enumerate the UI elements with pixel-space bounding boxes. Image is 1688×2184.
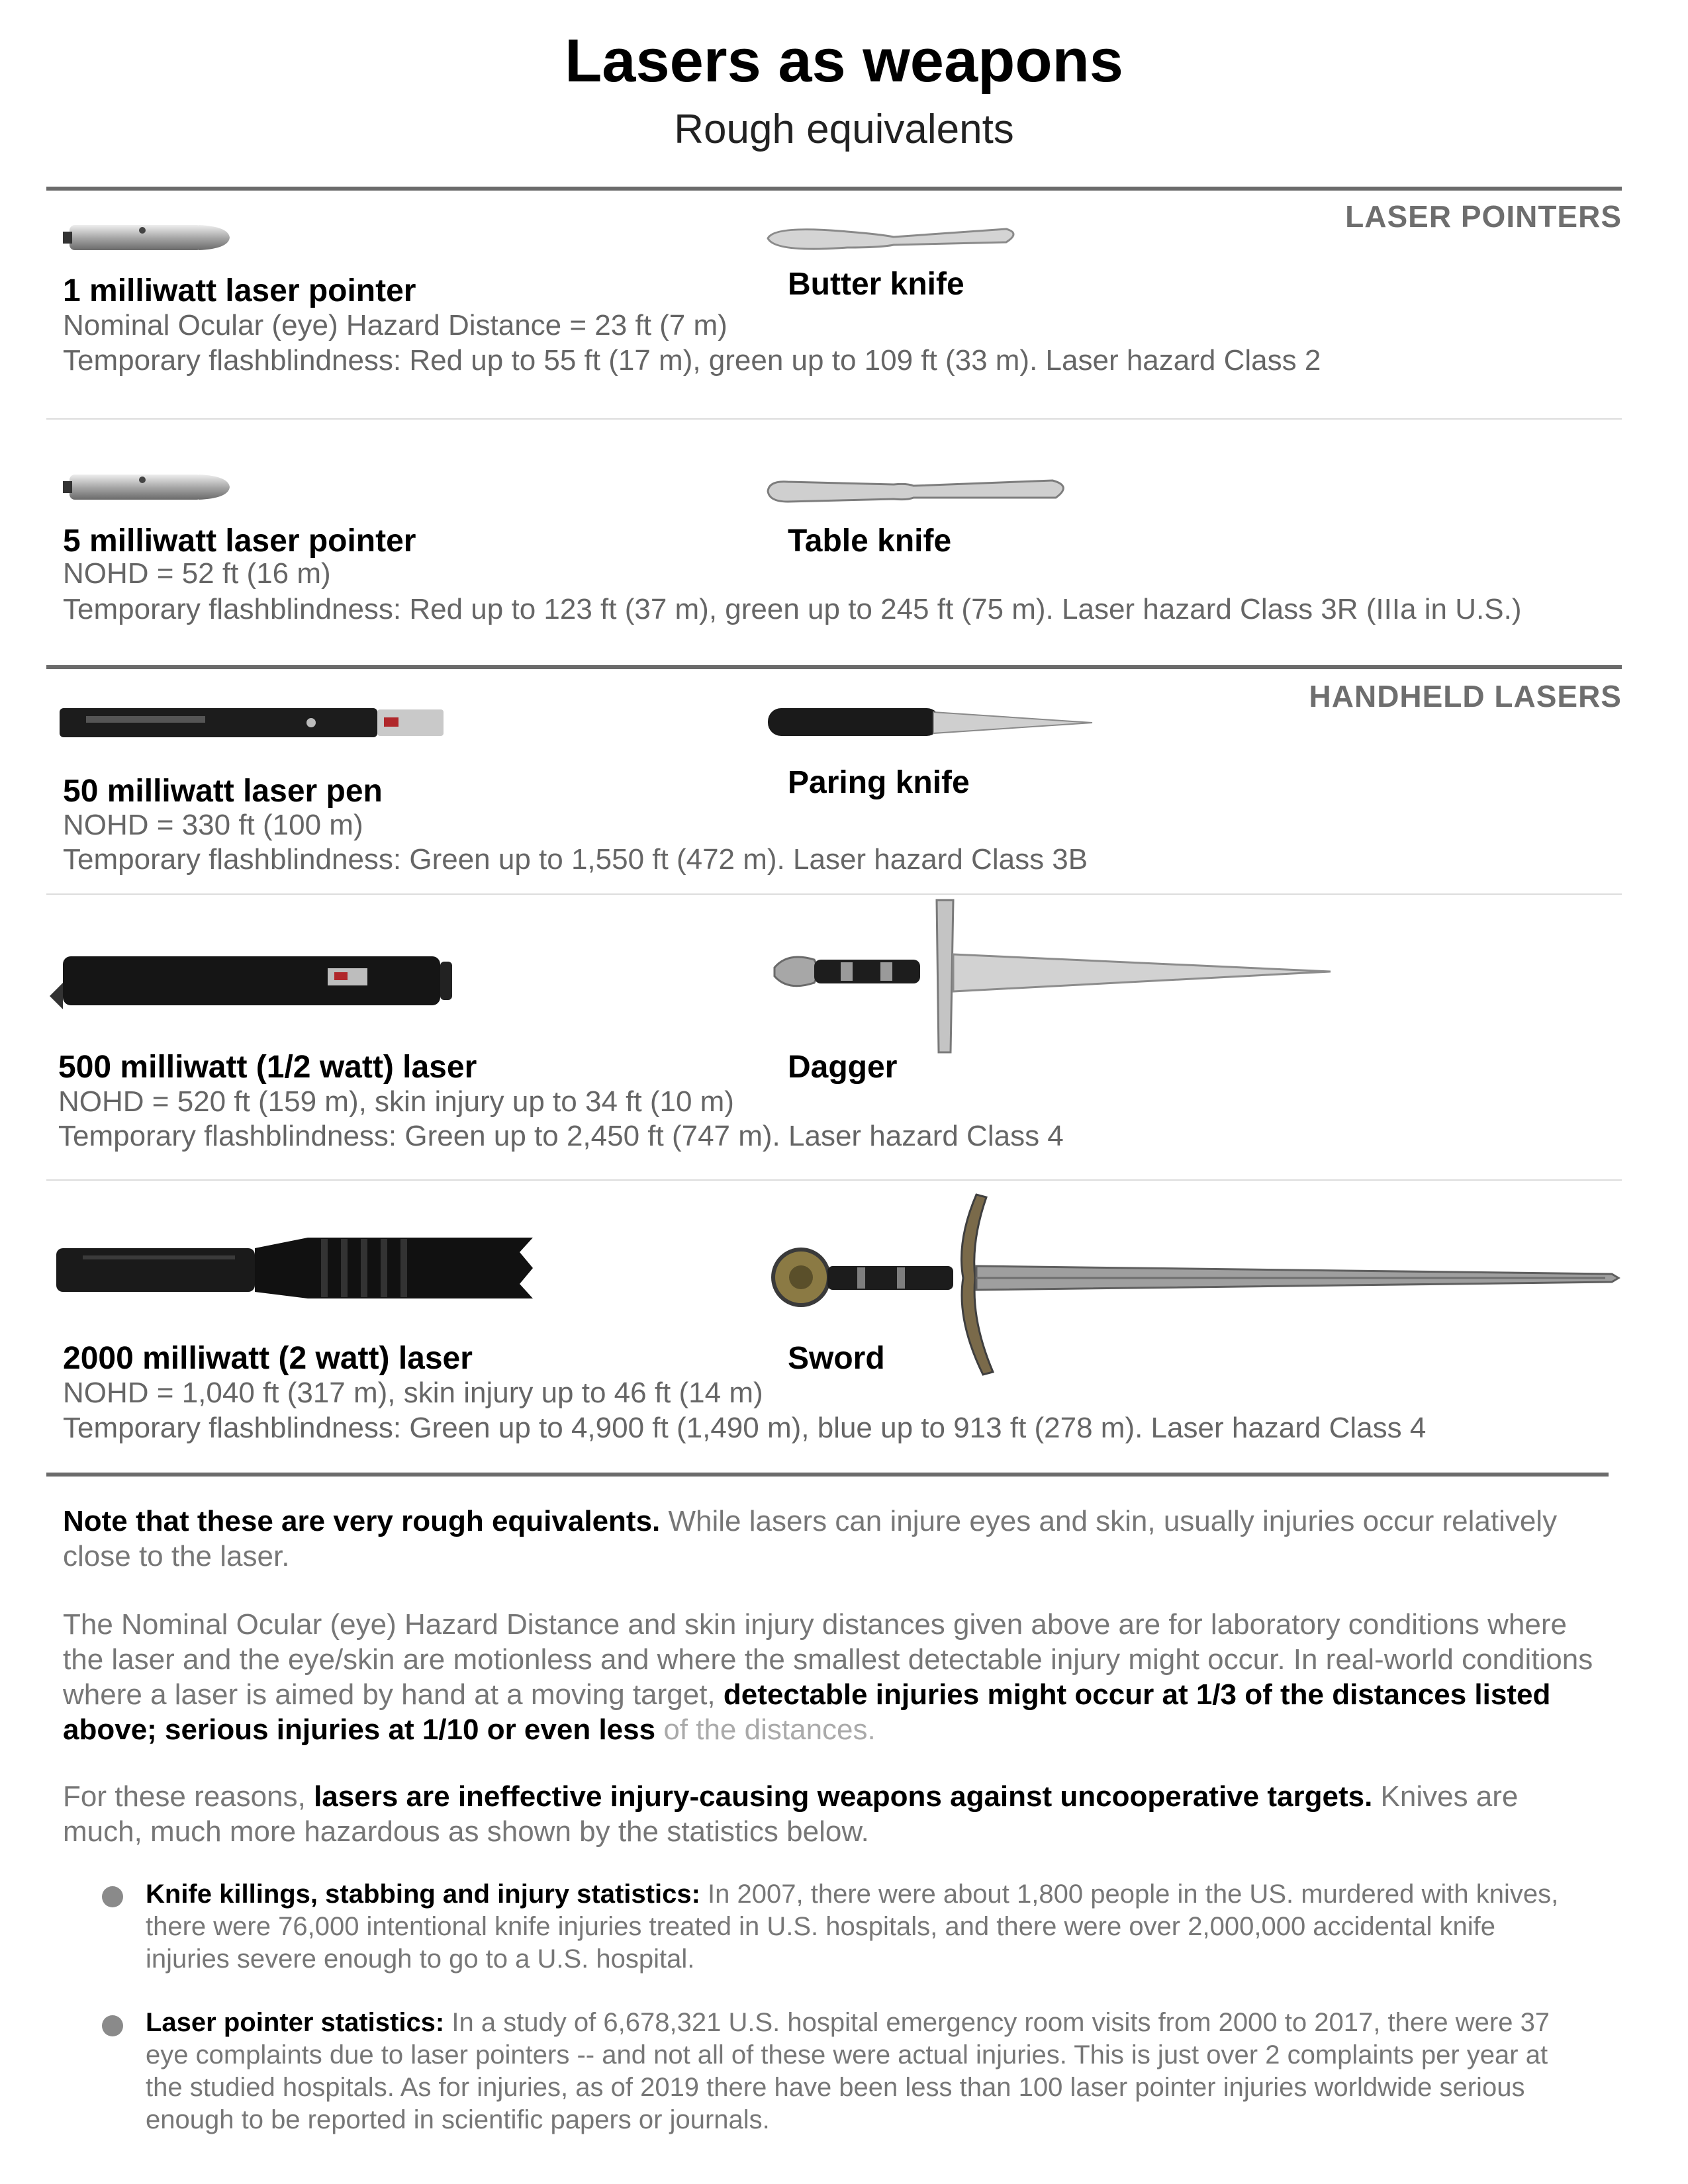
section-label-handheld-lasers: HANDHELD LASERS [1309,679,1622,713]
laser-2000mw-image [56,1232,533,1305]
flashblindness: Temporary flashblindness: Red up to 55 ft (17 m), green up to 109 ft (33 m). Laser hazard Class 2 [63,344,1321,377]
row-divider [46,418,1622,420]
table-knife-image [761,471,1072,511]
laser-500mw-image [50,943,453,1016]
note-emphasis: lasers are ineffective injury-causing weapons against uncooperative targets. [314,1780,1373,1813]
bullet-dot-icon [102,1886,123,1907]
laser-name: 2000 milliwatt (2 watt) laser [63,1341,473,1376]
page-title: Lasers as weapons [565,27,1123,95]
hazard-distance: Nominal Ocular (eye) Hazard Distance = 23 ft (7 m) [63,309,727,341]
laser-name: 1 milliwatt laser pointer [63,273,416,308]
laser-name: 500 milliwatt (1/2 watt) laser [58,1050,477,1085]
equivalent-name: Sword [788,1341,885,1376]
flashblindness: Temporary flashblindness: Green up to 2,450 ft (747 m). Laser hazard Class 4 [58,1120,1064,1152]
section-divider [46,1473,1609,1477]
note-emphasis: detectable injuries might occur at 1/3 of the distances listed above; serious injuries at 1/10 or even less [63,1678,1551,1746]
bullet-heading: Laser pointer statistics: [146,2008,445,2037]
section-divider [46,665,1622,669]
note-paragraph-1: Note that these are very rough equivalents. While lasers can injure eyes and skin, usually injuries occur relatively close to the laser. [63,1505,1558,1572]
section-divider [46,187,1622,191]
equivalent-name: Table knife [788,523,952,559]
flashblindness: Temporary flashblindness: Red up to 123 ft (37 m), green up to 245 ft (75 m). Laser hazard Class 3R (IIIa in U.S.) [63,593,1522,625]
laser-pointer-1mw-image [63,217,235,257]
section-label-laser-pointers: LASER POINTERS [1345,199,1622,234]
page-subtitle: Rough equivalents [674,107,1014,152]
hazard-distance: NOHD = 520 ft (159 m), skin injury up to 34 ft (10 m) [58,1085,734,1118]
equivalent-name: Butter knife [788,267,964,302]
laser-pen-50mw-image [60,703,450,743]
sword-image [765,1188,1625,1380]
flashblindness: Temporary flashblindness: Green up to 1,550 ft (472 m). Laser hazard Class 3B [63,843,1088,876]
hazard-distance: NOHD = 330 ft (100 m) [63,809,363,841]
bullet-heading: Knife killings, stabbing and injury statistics: [146,1880,700,1909]
laser-pointer-5mw-image [63,467,235,506]
flashblindness: Temporary flashblindness: Green up to 4,900 ft (1,490 m), blue up to 913 ft (278 m). Laser hazard Class 4 [63,1412,1427,1444]
row-divider [46,1179,1622,1181]
note-emphasis: Note that these are very rough equivalents. [63,1505,661,1537]
butter-knife-image [761,218,1019,258]
note-paragraph-3: For these reasons, lasers are ineffective injury-causing weapons against uncooperative targets. Knives are much, much more hazardous as shown by the statistics below. [63,1780,1519,1848]
hazard-distance: NOHD = 52 ft (16 m) [63,557,331,590]
paring-knife-image [768,703,1099,743]
equivalent-name: Paring knife [788,765,970,800]
dagger-image [761,893,1357,1066]
note-paragraph-2: The Nominal Ocular (eye) Hazard Distance and skin injury distances given above are for laboratory conditions where the laser and the eye/skin are motionless and where the smallest detectable injury might occur. In real-world conditions where a laser is aimed by hand at a moving target, detectable injuries might occur at 1/3 of the distances listed above; serious injuries at 1/10 or even less of the distances. [63,1608,1593,1746]
laser-name: 5 milliwatt laser pointer [63,523,416,559]
hazard-distance: NOHD = 1,040 ft (317 m), skin injury up to 46 ft (14 m) [63,1377,763,1409]
bullet-dot-icon [102,2015,123,2036]
bullet-item: Laser pointer statistics: In a study of 6,678,321 U.S. hospital emergency room visits from 2000 to 2017, there were 37 eye complaints due to laser pointers -- and not all of these were actual injuries. This is just over 2 complaints per year at the studied hospitals. As for injuries, as of 2019 there have been less than 100 laser pointer injuries worldwide serious enough to be reported in scientific papers or journals. [146,2008,1550,2134]
bullet-item: Knife killings, stabbing and injury statistics: In 2007, there were about 1,800 people in the US. murdered with knives, there were 76,000 intentional knife injuries treated in U.S. hospitals, and there were over 2,000,000 accidental knife injuries severe enough to go to a U.S. hospital. [146,1880,1559,1974]
equivalent-name: Dagger [788,1050,898,1085]
laser-name: 50 milliwatt laser pen [63,774,383,809]
